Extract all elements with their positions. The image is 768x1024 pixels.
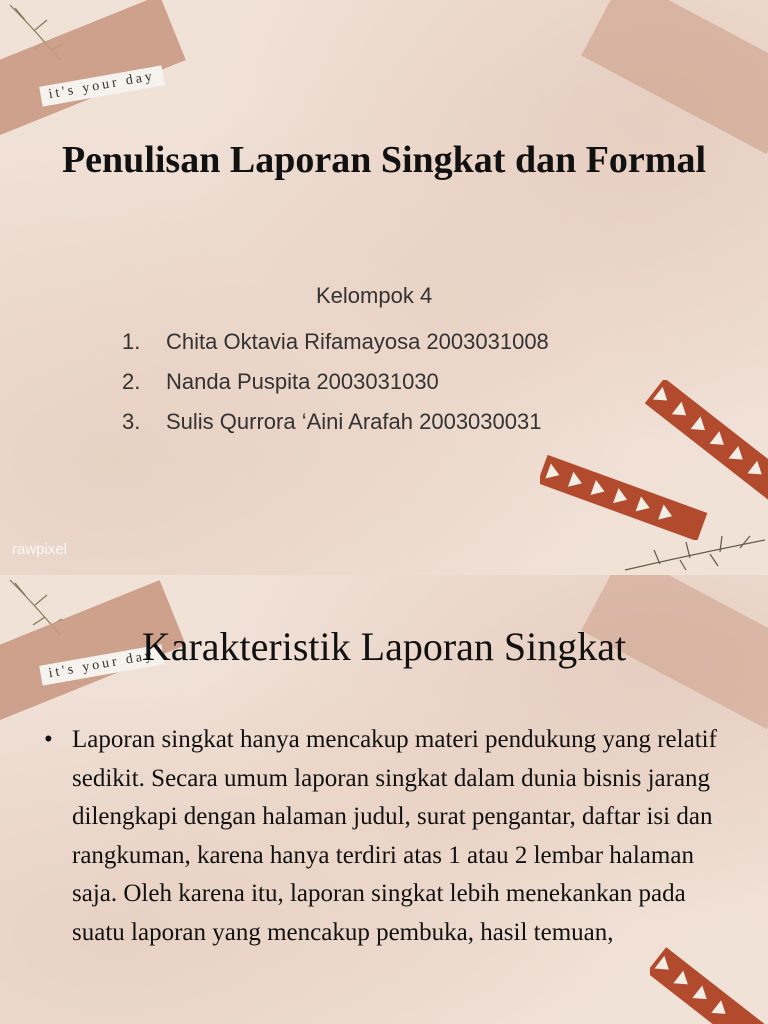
watermark: rawpixel <box>12 541 68 558</box>
slide-title: Karakteristik Laporan Singkat <box>141 624 627 669</box>
group-label: Kelompok 4 <box>316 283 433 308</box>
bullet-icon: • <box>44 726 53 753</box>
bullet-paragraph <box>44 721 744 952</box>
ribbon-decoration <box>650 945 768 1024</box>
leaf-sprig-icon <box>620 520 768 575</box>
list-item: 3. Sulis Qurrora ‘Aini Arafah 2003030031 <box>122 409 542 434</box>
slide-title: Penulisan Laporan Singkat dan Formal <box>61 139 707 181</box>
slide-2 <box>0 575 768 1024</box>
tape-decoration <box>581 0 768 154</box>
tag-strip: it's your day <box>39 644 164 685</box>
tag-strip: it's your day <box>39 65 164 106</box>
list-item: 2. Nanda Puspita 2003031030 <box>122 369 439 394</box>
paragraph-text: Laporan singkat hanya mencakup materi pendukung yang relatif sedikit. Secara umum laporan singkat dalam dunia bisnis jarang dilengkapi dengan halaman judul, surat pengantar, daftar isi dan rangkuman, karena hanya terdiri atas 1 atau 2 lembar halaman saja. Oleh karena itu, laporan singkat lebih menekankan pada suatu laporan yang mencakup pembuka, hasil temuan, <box>72 726 717 946</box>
list-item: 1. Chita Oktavia Rifamayosa 2003031008 <box>122 329 549 354</box>
member-list <box>122 322 549 442</box>
